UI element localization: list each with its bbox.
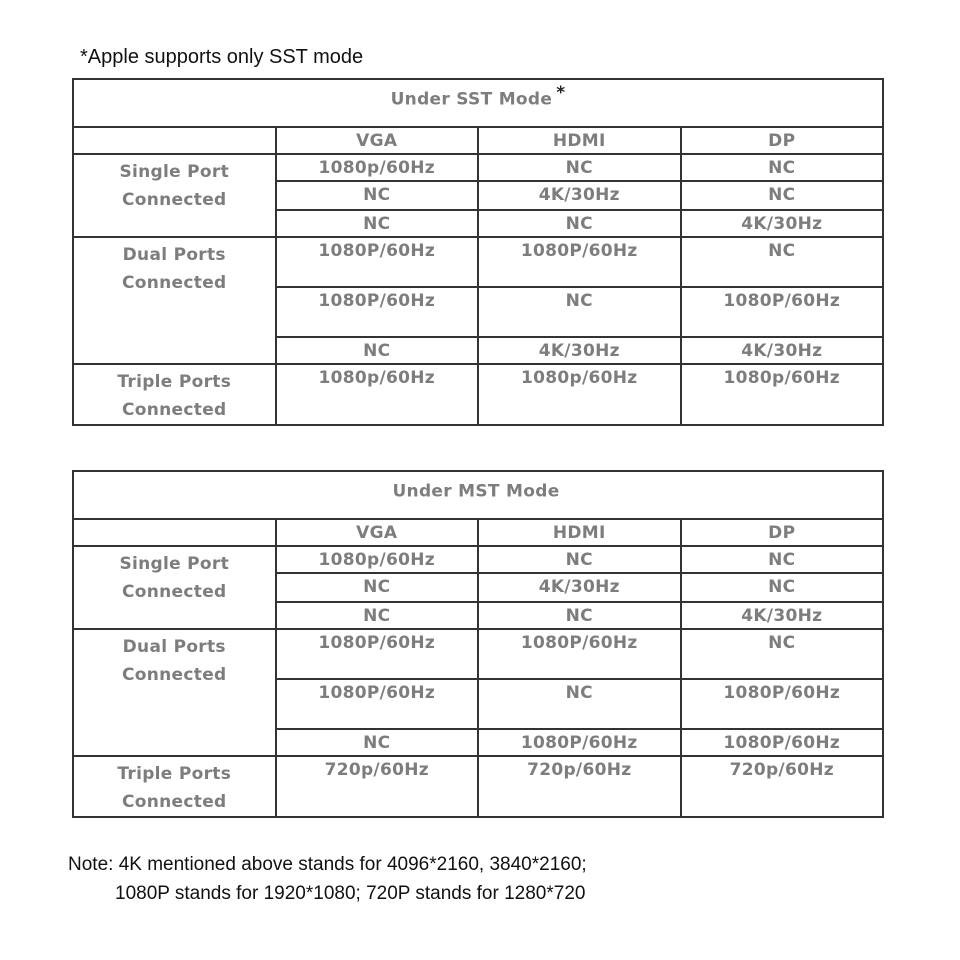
table-title-text: Under MST Mode [392,481,560,502]
row-group-label-single: Single Port Connected [73,154,276,237]
row-group-label-triple: Triple Ports Connected [73,364,276,425]
table-cell: 1080P/60Hz [478,729,681,756]
table-cell: 1080P/60Hz [681,287,884,337]
column-header-vga: VGA [276,519,479,546]
table-cell: NC [276,181,479,210]
table-cell: 4K/30Hz [681,210,884,237]
table-cell: NC [681,237,884,287]
table-cell: 4K/30Hz [478,337,681,364]
column-header-dp: DP [681,519,884,546]
table-cell: 720p/60Hz [478,756,681,817]
table-cell: 1080P/60Hz [276,679,479,729]
table-cell: 4K/30Hz [478,181,681,210]
table-cell: 4K/30Hz [681,337,884,364]
table-cell: NC [478,546,681,573]
table-cell: NC [681,573,884,602]
table-cell: 1080P/60Hz [276,287,479,337]
table-cell: 1080p/60Hz [276,364,479,425]
sst-mode-table [72,78,884,426]
table-cell: 1080P/60Hz [681,679,884,729]
table-cell: 4K/30Hz [478,573,681,602]
column-header-dp: DP [681,127,884,154]
row-group-label-dual: Dual Ports Connected [73,237,276,364]
column-header-hdmi: HDMI [478,519,681,546]
table-cell: NC [276,602,479,629]
row-group-label-single: Single Port Connected [73,546,276,629]
table-cell: NC [276,337,479,364]
table-cell: NC [478,154,681,181]
table-cell: 1080P/60Hz [478,237,681,287]
corner-cell [73,127,276,154]
table-cell: 1080P/60Hz [276,629,479,679]
column-header-vga: VGA [276,127,479,154]
mst-mode-table [72,470,884,818]
table-cell: NC [681,181,884,210]
table-title-sst [73,79,883,127]
column-header-hdmi: HDMI [478,127,681,154]
table-cell: NC [681,546,884,573]
table-cell: NC [681,629,884,679]
row-group-label-dual: Dual Ports Connected [73,629,276,756]
table-cell: 720p/60Hz [681,756,884,817]
apple-sst-note: *Apple supports only SST mode [80,46,364,68]
table-cell: 1080p/60Hz [681,364,884,425]
table-cell: NC [681,154,884,181]
table-cell: 1080P/60Hz [478,629,681,679]
table-cell: NC [276,210,479,237]
table-cell: 1080P/60Hz [276,237,479,287]
note-line-2: 1080P stands for 1920*1080; 720P stands for 1280*720 [115,883,586,904]
table-title-mst [73,471,883,519]
table-cell: NC [478,679,681,729]
table-cell: NC [276,729,479,756]
table-cell: 720p/60Hz [276,756,479,817]
table-cell: NC [276,573,479,602]
table-cell: 1080P/60Hz [681,729,884,756]
resolution-note [68,850,587,908]
note-line-1: Note: 4K mentioned above stands for 4096*2160, 3840*2160; [68,854,587,875]
table-cell: 1080p/60Hz [478,364,681,425]
table-cell: 1080p/60Hz [276,154,479,181]
table-cell: 1080p/60Hz [276,546,479,573]
table-cell: NC [478,602,681,629]
corner-cell [73,519,276,546]
table-cell: NC [478,210,681,237]
table-cell: NC [478,287,681,337]
row-group-label-triple: Triple Ports Connected [73,756,276,817]
table-cell: 4K/30Hz [681,602,884,629]
asterisk-mark: * [556,83,566,103]
table-title-text: Under SST Mode [390,89,553,110]
